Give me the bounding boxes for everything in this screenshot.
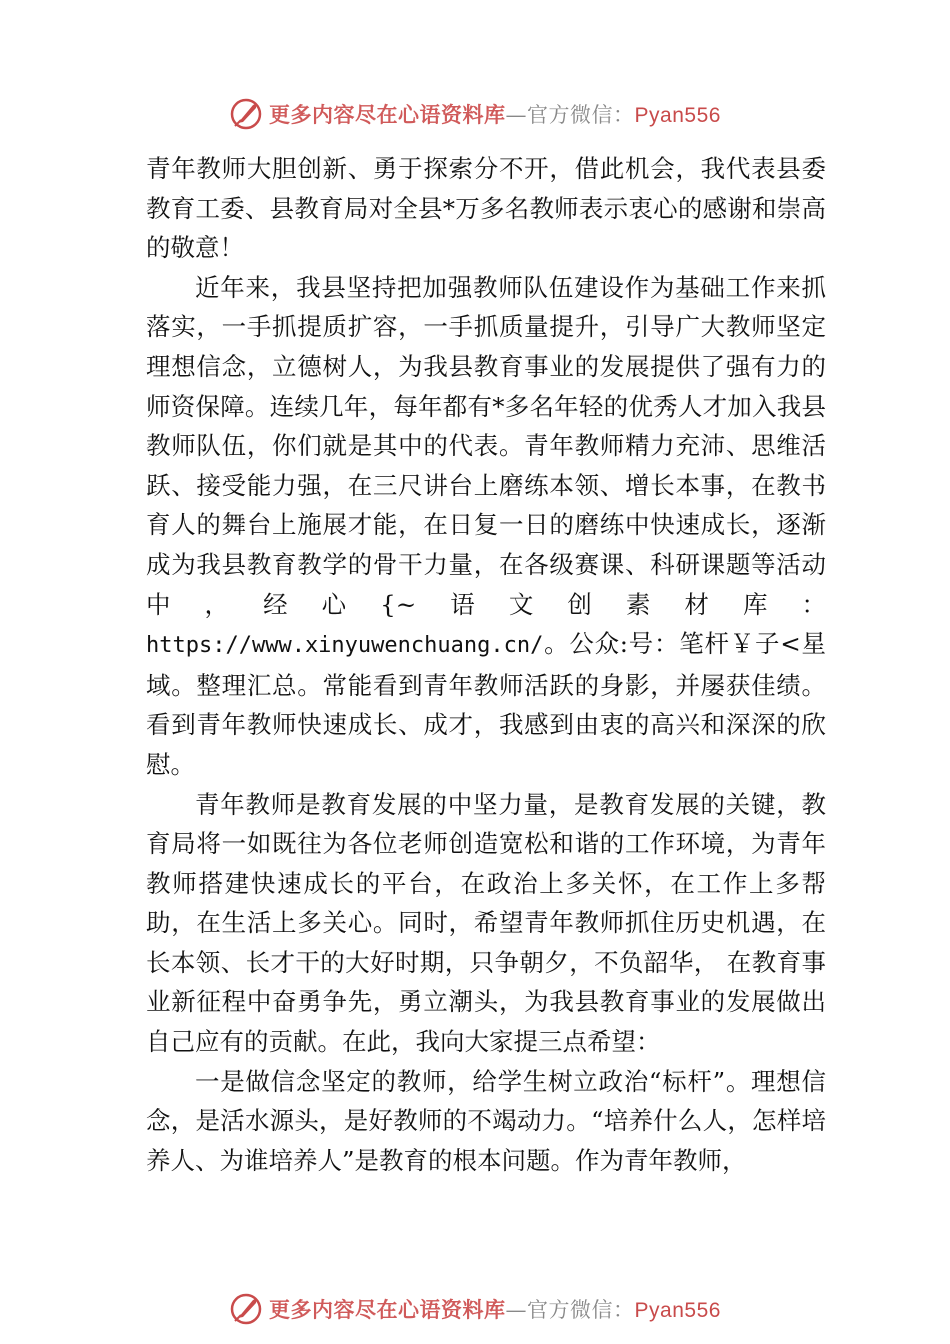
paragraph-2-text: 近年来，我县坚持把加强教师队伍建设作为基础工作来抓落实，一手抓提质扩容，一手抓质量提升，引导广大教师坚定理想信念，立德树人，为我县教育事业的发展提供了强有力的师资保障。连续几年，每年都有*多名年轻的优秀人才加入我县教师队伍，你们就是其中的代表。青年教师精力充沛、思维活跃、接受能力强，在三尺讲台上磨练本领、增长本事，在教书育人的舞台上施展才能，在日复一日的磨练中快速成长，逐渐成为我县教育教学的骨干力量，在各级赛课、科研课题等活动中，经心{~语文创素材库： [146, 272, 826, 619]
header-site-name: 更多内容尽在心语资料库 [269, 102, 506, 127]
document-body [146, 149, 826, 1180]
header-wechat-id: Pyan556 [634, 104, 721, 127]
paragraph-2 [146, 268, 826, 785]
quill-logo-icon [229, 97, 263, 131]
paragraph-3: 青年教师是教育发展的中坚力量，是教育发展的关键，教育局将一如既往为各位老师创造宽松和谐的工作环境，为青年教师搭建快速成长的平台，在政治上多关怀，在工作上多帮助，在生活上多关心。同时，希望青年教师抓住历史机遇，在长本领、长才干的大好时期，只争朝夕，不负韶华， 在教育事业新征程中奋勇争先，勇立潮头，为我县教育事业的发展做出自己应有的贡献。在此，我向大家提三点希望： [146, 789, 826, 1057]
header-wechat-label: —官方微信： [505, 103, 635, 127]
paragraph-1: 青年教师大胆创新、勇于探索分不开，借此机会，我代表县委教育工委、县教育局对全县*万多名教师表示衷心的感谢和崇高的敬意！ [146, 154, 826, 263]
paragraph-2-tail: 。公众:号：笔杆￥子<星域。整理汇总。常能看到青年教师活跃的身影，并屡获佳绩。看到青年教师快速成长、成才，我感到由衷的高兴和深深的欣慰。 [146, 629, 826, 779]
resource-url: https://www.xinyuwenchuang.cn/ [146, 633, 544, 659]
footer-site-name: 更多内容尽在心语资料库 [269, 1297, 506, 1322]
header-watermark-text [269, 99, 721, 129]
paragraph-4: 一是做信念坚定的教师，给学生树立政治“标杆”。理想信念，是活水源头，是好教师的不竭动力。“培养什么人，怎样培养人、为谁培养人”是教育的根本问题。作为青年教师， [146, 1066, 826, 1175]
footer-watermark-text [269, 1294, 721, 1324]
footer-banner [0, 1289, 950, 1329]
header-banner [0, 94, 950, 134]
quill-logo-icon [229, 1292, 263, 1326]
footer-wechat-id: Pyan556 [634, 1299, 721, 1322]
footer-wechat-label: —官方微信： [505, 1298, 635, 1322]
